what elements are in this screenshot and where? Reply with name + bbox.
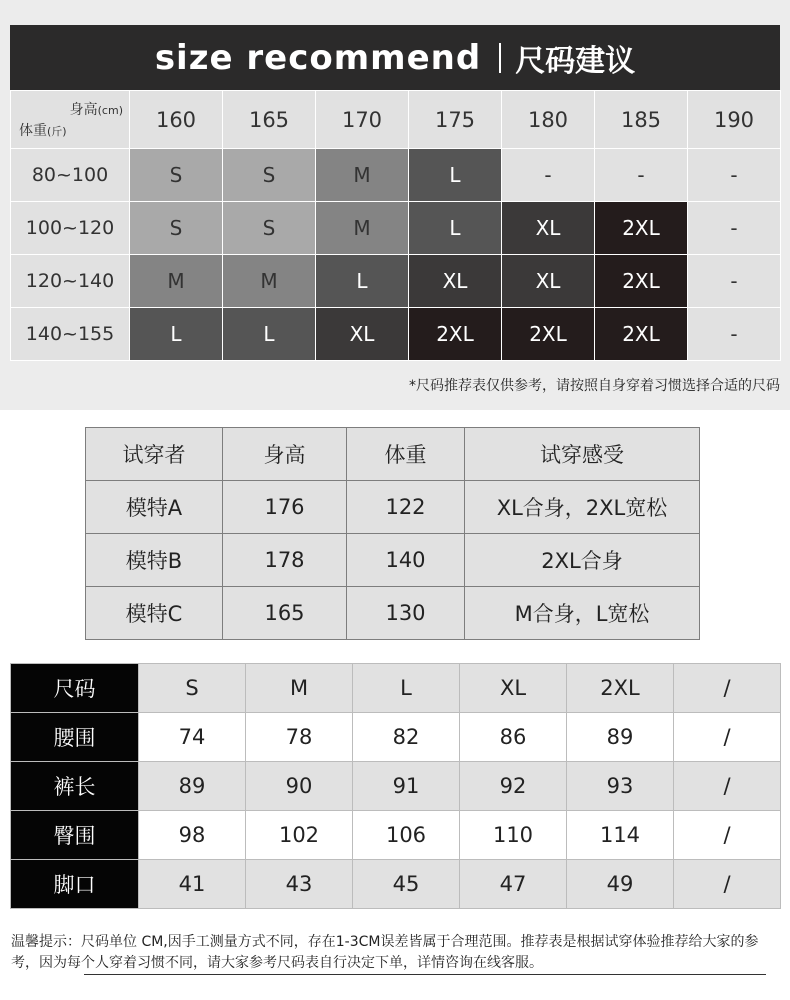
model-fitting-table xyxy=(85,427,700,640)
model-row xyxy=(86,534,700,587)
measurement-cell: 102 xyxy=(246,811,353,860)
measurement-cell: 106 xyxy=(353,811,460,860)
model-cell: 140 xyxy=(347,534,465,587)
weight-header: 140~155 xyxy=(11,308,130,361)
size-cell: S xyxy=(223,149,316,202)
measurement-cell: 114 xyxy=(567,811,674,860)
size-cell: - xyxy=(688,255,781,308)
measurement-cell: 41 xyxy=(139,860,246,909)
measurement-row xyxy=(11,811,781,860)
measurement-row xyxy=(11,860,781,909)
title-chinese: 尺码建议 xyxy=(515,43,636,79)
measurement-cell: / xyxy=(674,811,781,860)
measurement-cell: 89 xyxy=(567,713,674,762)
measurement-cell: / xyxy=(674,762,781,811)
title-divider xyxy=(499,43,501,73)
size-cell: 2XL xyxy=(595,255,688,308)
size-cell: M xyxy=(316,202,409,255)
size-cell: 2XL xyxy=(595,202,688,255)
height-header: 190 xyxy=(688,91,781,149)
measurement-row xyxy=(11,664,781,713)
measurement-cell: 92 xyxy=(460,762,567,811)
height-header: 185 xyxy=(595,91,688,149)
model-row xyxy=(86,481,700,534)
size-cell: 2XL xyxy=(595,308,688,361)
measurement-cell: XL xyxy=(460,664,567,713)
measurement-label: 裤长 xyxy=(11,762,139,811)
recommend-note: *尺码推荐表仅供参考，请按照自身穿着习惯选择合适的尺码 xyxy=(409,378,780,394)
measurement-cell: 82 xyxy=(353,713,460,762)
size-recommend-section xyxy=(0,0,790,410)
model-cell: XL合身，2XL宽松 xyxy=(465,481,700,534)
size-cell: - xyxy=(502,149,595,202)
measurement-label: 尺码 xyxy=(11,664,139,713)
size-cell: L xyxy=(316,255,409,308)
model-cell: 2XL合身 xyxy=(465,534,700,587)
height-header: 160 xyxy=(130,91,223,149)
size-cell: - xyxy=(688,308,781,361)
measurement-cell: 93 xyxy=(567,762,674,811)
weight-row xyxy=(11,308,781,361)
measurement-cell: / xyxy=(674,860,781,909)
measurement-cell: 2XL xyxy=(567,664,674,713)
measurement-label: 脚口 xyxy=(11,860,139,909)
model-row xyxy=(86,587,700,640)
size-cell: - xyxy=(595,149,688,202)
table-corner-cell xyxy=(11,91,130,149)
model-cell: 165 xyxy=(223,587,347,640)
model-cell: 178 xyxy=(223,534,347,587)
size-cell: L xyxy=(223,308,316,361)
measurement-cell: 98 xyxy=(139,811,246,860)
height-header: 180 xyxy=(502,91,595,149)
size-cell: M xyxy=(316,149,409,202)
size-cell: M xyxy=(130,255,223,308)
size-cell: - xyxy=(688,149,781,202)
weight-row xyxy=(11,149,781,202)
measurement-cell: 78 xyxy=(246,713,353,762)
measurement-row xyxy=(11,713,781,762)
measurement-table xyxy=(10,663,781,909)
measurement-cell: / xyxy=(674,713,781,762)
measurement-cell: 110 xyxy=(460,811,567,860)
size-cell: XL xyxy=(502,202,595,255)
model-header-cell: 试穿感受 xyxy=(465,428,700,481)
model-cell: 模特B xyxy=(86,534,223,587)
model-cell: 176 xyxy=(223,481,347,534)
model-header-cell: 身高 xyxy=(223,428,347,481)
size-cell: S xyxy=(223,202,316,255)
footnote-underline xyxy=(84,974,766,975)
measurement-label: 腰围 xyxy=(11,713,139,762)
height-header: 170 xyxy=(316,91,409,149)
size-cell: S xyxy=(130,202,223,255)
measurement-cell: M xyxy=(246,664,353,713)
measurement-cell: S xyxy=(139,664,246,713)
height-header-row xyxy=(11,91,781,149)
corner-weight-label: 体重(斤) xyxy=(19,123,67,139)
measurement-label: 臀围 xyxy=(11,811,139,860)
size-cell: S xyxy=(130,149,223,202)
measurement-row xyxy=(11,762,781,811)
size-cell: M xyxy=(223,255,316,308)
weight-row xyxy=(11,202,781,255)
height-header: 165 xyxy=(223,91,316,149)
measurement-cell: 91 xyxy=(353,762,460,811)
weight-header: 100~120 xyxy=(11,202,130,255)
measurement-cell: 49 xyxy=(567,860,674,909)
size-cell: 2XL xyxy=(502,308,595,361)
footnote: 温馨提示：尺码单位 CM,因手工测量方式不同，存在1-3CM误差皆属于合理范围。推荐表是根据试穿体验推荐给大家的参考，因为每个人穿着习惯不同，请大家参考尺码表自行决定下单，详情咨询在线客服。 xyxy=(11,934,759,971)
size-cell: 2XL xyxy=(409,308,502,361)
model-cell: 122 xyxy=(347,481,465,534)
size-cell: L xyxy=(409,202,502,255)
size-cell: L xyxy=(130,308,223,361)
measurement-cell: 47 xyxy=(460,860,567,909)
size-recommend-table xyxy=(10,90,781,361)
model-cell: 模特A xyxy=(86,481,223,534)
model-cell: 模特C xyxy=(86,587,223,640)
measurement-cell: 45 xyxy=(353,860,460,909)
title-bar xyxy=(10,25,780,90)
size-cell: XL xyxy=(502,255,595,308)
size-cell: - xyxy=(688,202,781,255)
measurement-cell: 43 xyxy=(246,860,353,909)
title-english: size recommend xyxy=(154,37,482,78)
measurement-cell: 90 xyxy=(246,762,353,811)
model-header-cell: 体重 xyxy=(347,428,465,481)
weight-row xyxy=(11,255,781,308)
weight-header: 120~140 xyxy=(11,255,130,308)
corner-height-label: 身高(cm) xyxy=(69,102,123,118)
measurement-cell: 89 xyxy=(139,762,246,811)
size-cell: XL xyxy=(316,308,409,361)
model-header-row xyxy=(86,428,700,481)
height-header: 175 xyxy=(409,91,502,149)
measurement-cell: 74 xyxy=(139,713,246,762)
model-header-cell: 试穿者 xyxy=(86,428,223,481)
model-cell: 130 xyxy=(347,587,465,640)
size-cell: XL xyxy=(409,255,502,308)
measurement-cell: L xyxy=(353,664,460,713)
measurement-cell: 86 xyxy=(460,713,567,762)
measurement-cell: / xyxy=(674,664,781,713)
model-cell: M合身，L宽松 xyxy=(465,587,700,640)
weight-header: 80~100 xyxy=(11,149,130,202)
size-cell: L xyxy=(409,149,502,202)
